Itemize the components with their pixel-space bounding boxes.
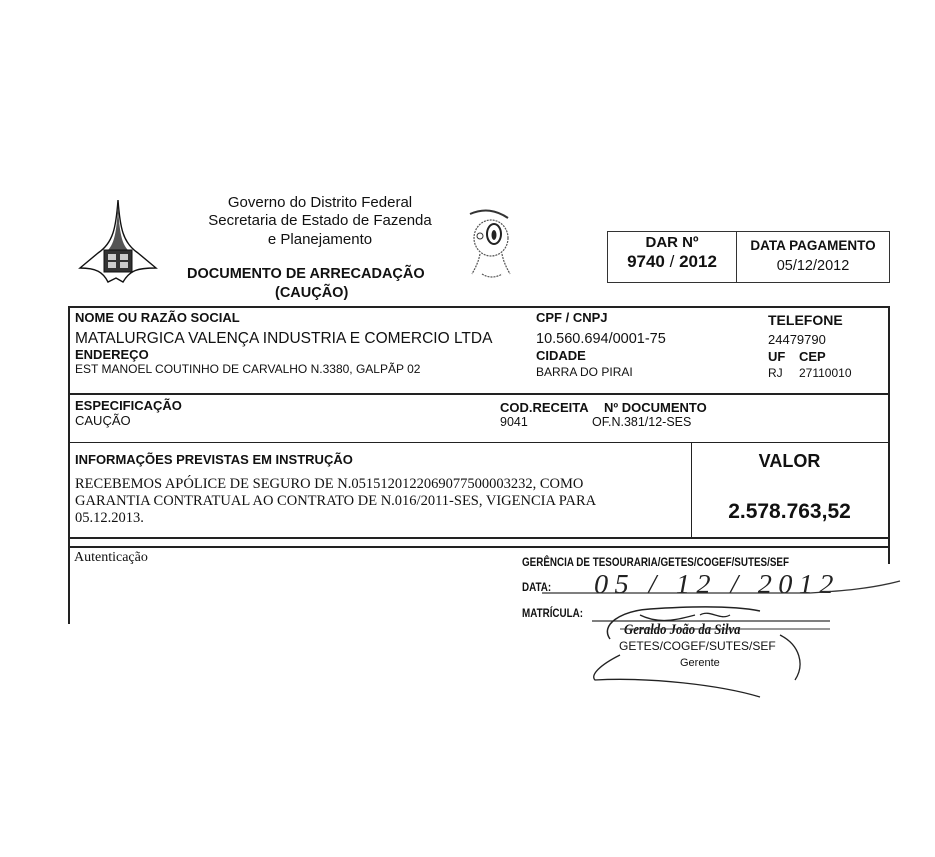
- payer-name: MATALURGICA VALENÇA INDUSTRIA E COMERCIO LTDA: [75, 330, 493, 347]
- instructions-text: [75, 476, 596, 527]
- instructions-line-1: RECEBEMOS APÓLICE DE SEGURO DE N.0515120122069077500003232, COMO: [75, 476, 584, 492]
- payment-date-label: DATA PAGAMENTO: [750, 238, 876, 253]
- document-number-value: OF.N.381/12-SES: [592, 415, 692, 429]
- revenue-code-label: COD.RECEITA: [500, 400, 589, 415]
- document-number-label: Nº DOCUMENTO: [604, 400, 707, 415]
- cpf-cnpj-label: CPF / CNPJ: [536, 310, 608, 325]
- handwritten-date: 05 / 12 / 2012: [594, 569, 840, 599]
- brasilia-coat-of-arms-icon: [78, 198, 158, 283]
- dar-year: 2012: [679, 252, 717, 271]
- address-label: ENDEREÇO: [75, 347, 149, 362]
- signatory-role: Gerente: [680, 657, 720, 669]
- signatory-name: Geraldo João da Silva: [624, 622, 741, 638]
- instructions-line-3: 05.12.2013.: [75, 510, 144, 526]
- instructions-line-2: GARANTIA CONTRATUAL AO CONTRATO DE N.016/2011-SES, VIGENCIA PARA: [75, 493, 597, 509]
- stamp-registration-label: MATRÍCULA:: [522, 606, 584, 620]
- signature-bottom-stroke: [594, 655, 760, 697]
- payer-address: EST MANOEL COUTINHO DE CARVALHO N.3380, GALPÃP 02: [75, 362, 421, 376]
- table-left-border: [68, 306, 70, 624]
- city-value: BARRA DO PIRAI: [536, 365, 633, 379]
- document-title: DOCUMENTO DE ARRECADAÇÃO: [187, 266, 425, 282]
- divider-instructions: [68, 537, 890, 539]
- city-label: CIDADE: [536, 348, 586, 363]
- signature-strokes: [500, 545, 920, 705]
- document-subtitle: (CAUÇÃO): [275, 285, 349, 301]
- phone-label: TELEFONE: [768, 312, 843, 328]
- amount-label: VALOR: [758, 451, 821, 471]
- cep-label: CEP: [799, 349, 826, 364]
- signature-stroke: [607, 607, 760, 639]
- specification-value: CAUÇÃO: [75, 413, 131, 428]
- mascot-icon: [466, 208, 516, 280]
- dar-label: DAR Nº: [645, 234, 699, 251]
- signature-right-stroke: [780, 635, 800, 680]
- instructions-label: INFORMAÇÕES PREVISTAS EM INSTRUÇÃO: [75, 452, 353, 467]
- dar-number-value: 9740: [627, 252, 665, 271]
- cep-value: 27110010: [799, 366, 852, 380]
- amount-value: 2.578.763,52: [728, 500, 851, 523]
- org-secretariat-cont: e Planejamento: [267, 231, 373, 248]
- table-right-border: [888, 306, 890, 564]
- payment-date-cell: [737, 232, 889, 282]
- payment-date-value: 05/12/2012: [776, 258, 850, 274]
- org-secretariat: Secretaria de Estado de Fazenda: [208, 212, 432, 229]
- table-top-border: [68, 306, 890, 308]
- dar-number-cell: [608, 232, 737, 282]
- dar-number: [608, 252, 736, 272]
- dar-box: [607, 231, 890, 283]
- phone-value: 24479790: [768, 332, 826, 347]
- stamp-date-label: DATA:: [522, 580, 552, 594]
- uf-value: RJ: [768, 366, 783, 380]
- cpf-cnpj-value: 10.560.694/0001-75: [536, 331, 666, 347]
- org-name: Governo do Distrito Federal: [227, 194, 413, 211]
- specification-label: ESPECIFICAÇÃO: [75, 398, 182, 413]
- divider-payer: [68, 393, 890, 395]
- stamp-title: GERÊNCIA DE TESOURARIA/GETES/COGEF/SUTES/SEF: [522, 555, 789, 569]
- authentication-label: Autenticação: [74, 550, 148, 565]
- signature-loops: [640, 613, 730, 620]
- dar-number-separator: /: [669, 252, 675, 271]
- divider-specification: [68, 442, 890, 443]
- revenue-code-value: 9041: [500, 415, 528, 429]
- name-label: NOME OU RAZÃO SOCIAL: [75, 310, 240, 325]
- uf-label: UF: [768, 349, 786, 364]
- signatory-unit: GETES/COGEF/SUTES/SEF: [619, 639, 776, 653]
- date-tail-stroke: [810, 581, 900, 593]
